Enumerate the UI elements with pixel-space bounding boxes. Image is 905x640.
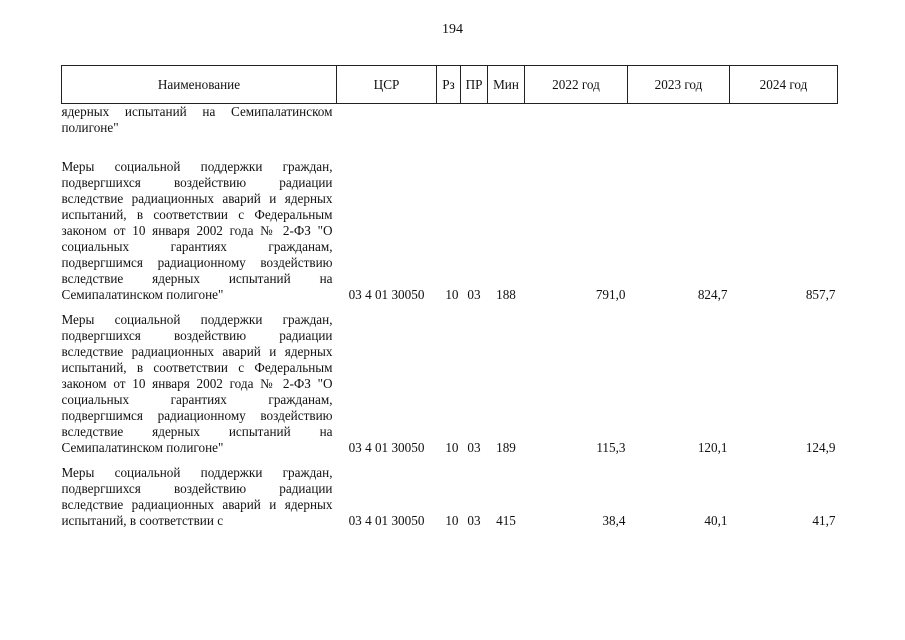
- continuation-text: ядерных испытаний на Семипалатинском полигоне": [61, 104, 333, 135]
- header-name: Наименование: [62, 66, 337, 104]
- row-2023: 40,1: [704, 513, 728, 528]
- row-min: 188: [496, 287, 516, 302]
- table-row: [62, 159, 838, 303]
- row-csr: 03 4 01 30050: [348, 513, 425, 528]
- header-2024: 2024 год: [730, 66, 838, 104]
- header-2022: 2022 год: [525, 66, 628, 104]
- row-pr: 03: [467, 287, 481, 302]
- row-rz: 10: [445, 513, 459, 528]
- row-pr: 03: [467, 513, 481, 528]
- row-2024: 857,7: [805, 287, 836, 302]
- row-name: Меры социальной поддержки граждан, подвергшихся воздействию радиации вследствие радиационных аварий и ядерных испытаний, в соответствии с: [61, 465, 333, 528]
- row-rz: 10: [445, 440, 459, 455]
- continuation-row: [62, 104, 838, 160]
- row-pr: 03: [467, 440, 481, 455]
- header-2023: 2023 год: [628, 66, 730, 104]
- row-name: Меры социальной поддержки граждан, подвергшихся воздействию радиации вследствие радиационных аварий и ядерных испытаний, в соответствии с Федеральным законом от 10 января 2002 года № 2-ФЗ "О социальных гарантиях гражданам, подвергшимся радиационному воздействию вследствие ядерных испытаний на Семипалатинском полигоне": [61, 312, 333, 455]
- header-pr: ПР: [461, 66, 488, 104]
- header-csr: ЦСР: [337, 66, 437, 104]
- table-row: [62, 312, 838, 456]
- row-min: 189: [496, 440, 516, 455]
- row-name: Меры социальной поддержки граждан, подвергшихся воздействию радиации вследствие радиационных аварий и ядерных испытаний, в соответствии с Федеральным законом от 10 января 2002 года № 2-ФЗ "О социальных гарантиях гражданам, подвергшимся радиационному воздействию вследствие ядерных испытаний на Семипалатинском полигоне": [61, 159, 333, 302]
- row-rz: 10: [445, 287, 459, 302]
- row-csr: 03 4 01 30050: [348, 287, 425, 302]
- row-2023: 120,1: [697, 440, 728, 455]
- page-number: 194: [442, 22, 463, 37]
- row-2022: 791,0: [595, 287, 626, 302]
- table-header-row: [62, 66, 838, 104]
- row-2023: 824,7: [697, 287, 728, 302]
- row-min: 415: [496, 513, 516, 528]
- row-2022: 115,3: [596, 440, 626, 455]
- row-2024: 124,9: [805, 440, 836, 455]
- row-gap: [62, 456, 838, 465]
- header-rz: Рз: [437, 66, 461, 104]
- row-2022: 38,4: [602, 513, 626, 528]
- table-row: [62, 465, 838, 529]
- header-min: Мин: [488, 66, 525, 104]
- row-csr: 03 4 01 30050: [348, 440, 425, 455]
- row-2024: 41,7: [812, 513, 836, 528]
- row-gap: [62, 303, 838, 312]
- budget-table: [61, 65, 838, 529]
